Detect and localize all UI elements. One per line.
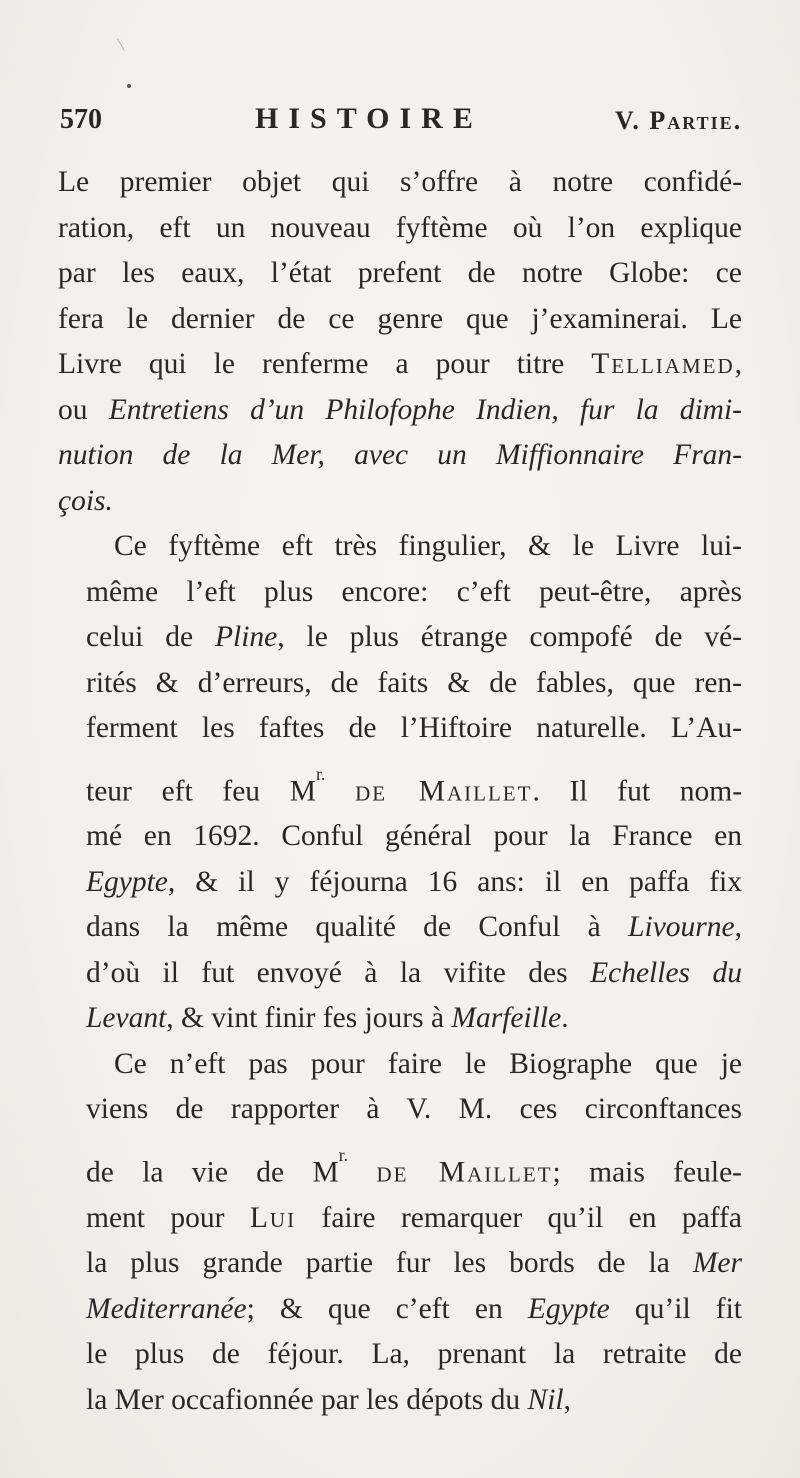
text-run: même l’eft plus encore: c’eft peut-être, après [86, 575, 742, 608]
body-text [58, 160, 742, 1423]
text-run: viens de rapporter à V. M. ces circonftances [86, 1093, 742, 1126]
italic-text: Mer [692, 1247, 742, 1280]
italic-text: Echelles du [590, 956, 742, 989]
text-run: , & il y féjourna 16 ans: il en paffa fix [167, 865, 742, 898]
italic-text: Egypte [86, 865, 168, 898]
text-line [58, 160, 742, 206]
margin-mark [117, 35, 130, 51]
text-line [58, 251, 742, 297]
text-run: , [563, 1383, 571, 1416]
text-line [58, 1332, 742, 1378]
italic-text: Entretiens d’un Philofophe Indien, fur la dimi- [108, 393, 742, 426]
text-line [58, 905, 742, 951]
text-line [58, 1287, 742, 1333]
text-run: la Mer occafionnée par les dépots du [86, 1383, 528, 1416]
ink-dot [127, 84, 131, 88]
text-line [58, 661, 742, 707]
text-line [58, 206, 742, 252]
text-line [58, 1196, 742, 1242]
text-run: , [734, 911, 742, 944]
text-line [58, 388, 742, 434]
text-line [58, 1042, 742, 1088]
text-run: Le premier objet qui s’offre à notre confidé- [58, 166, 742, 198]
text-run: fera le dernier de ce genre que j’examinerai. Le [58, 302, 742, 335]
italic-text: Marfeille [451, 1002, 562, 1035]
running-title: HISTOIRE [255, 102, 483, 135]
page-number: 570 [60, 104, 102, 135]
text-run: . Il fut nom- [532, 774, 743, 807]
small-caps-text: Telliamed [591, 348, 735, 380]
text-run [348, 1156, 376, 1188]
text-run: celui de [86, 621, 215, 653]
text-line [58, 706, 742, 752]
italic-text: nution de la Mer, avec un Miffionnaire Fran- [58, 439, 742, 471]
text-run: , & vint finir fes jours à [166, 1002, 452, 1035]
section-label: V. Partie. [615, 106, 743, 135]
italic-text: Egypte [527, 1292, 610, 1325]
text-line [58, 752, 742, 815]
text-run: Ce n’eft pas pour faire le Biographe que je [114, 1047, 742, 1080]
text-run: , [734, 348, 742, 380]
small-caps-text: de Maillet [355, 774, 533, 807]
paragraph [58, 1042, 742, 1423]
text-run: teur eft feu M [86, 774, 316, 807]
text-run: ment pour [86, 1201, 250, 1234]
italic-text: Nil [527, 1383, 564, 1416]
paragraph [58, 524, 742, 1042]
text-line [58, 524, 742, 570]
text-run: ferment les faftes de l’Hiftoire naturelle. L’Au- [86, 712, 742, 744]
italic-text: Livourne [628, 911, 735, 944]
text-run: d’où il fut envoyé à la vifite des [86, 956, 591, 989]
text-run: , le plus étrange compofé de vé- [277, 621, 742, 653]
text-line [58, 814, 742, 860]
italic-text: Pline [214, 621, 278, 653]
text-run: qu’il fit [609, 1292, 742, 1325]
text-run: par les eaux, l’état prefent de notre Globe: ce [58, 257, 742, 289]
text-run: r. [338, 1144, 349, 1165]
text-run: Ce fyftème eft très fingulier, & le Livre lui- [114, 530, 742, 562]
text-line [58, 479, 742, 525]
text-run: ration, eft un nouveau fyftème où l’on explique [58, 211, 742, 244]
text-run: faire remarquer qu’il en paffa [296, 1201, 742, 1234]
text-run: r. [316, 763, 326, 784]
text-run: . [561, 1002, 569, 1035]
small-caps-text: de Maillet [376, 1156, 553, 1189]
text-run: la plus grande partie fur les bords de la [86, 1247, 693, 1280]
text-run: le plus de féjour. La, prenant la retraite de [86, 1338, 742, 1371]
paragraph [58, 160, 742, 524]
text-line [58, 860, 742, 906]
italic-text: Mediterranée [86, 1292, 247, 1325]
text-line [58, 951, 742, 997]
text-line [58, 570, 742, 616]
text-line [58, 1241, 742, 1287]
text-line [58, 615, 742, 661]
small-caps-text: Lui [249, 1201, 297, 1234]
text-run: Livre qui le renferme a pour titre [58, 348, 592, 380]
italic-text: Levant [86, 1002, 167, 1035]
text-run: de la vie de M [86, 1156, 339, 1189]
text-run [325, 775, 355, 807]
text-line [58, 1087, 742, 1133]
text-run: ou [58, 393, 109, 426]
text-line [58, 342, 742, 388]
text-line [58, 297, 742, 343]
text-run: ; & que c’eft en [246, 1292, 528, 1325]
text-line [58, 433, 742, 479]
text-run: mé en 1692. Conful général pour la France en [86, 820, 742, 853]
text-line [58, 1133, 742, 1196]
text-run: rités & d’erreurs, de faits & de fables, que ren- [86, 666, 742, 699]
text-run: dans la même qualité de Conful à [86, 911, 629, 944]
italic-text: çois. [58, 484, 113, 517]
page-header [60, 104, 760, 144]
text-line [58, 1378, 742, 1424]
text-line [58, 996, 742, 1042]
text-run: ; mais feule- [552, 1156, 742, 1189]
